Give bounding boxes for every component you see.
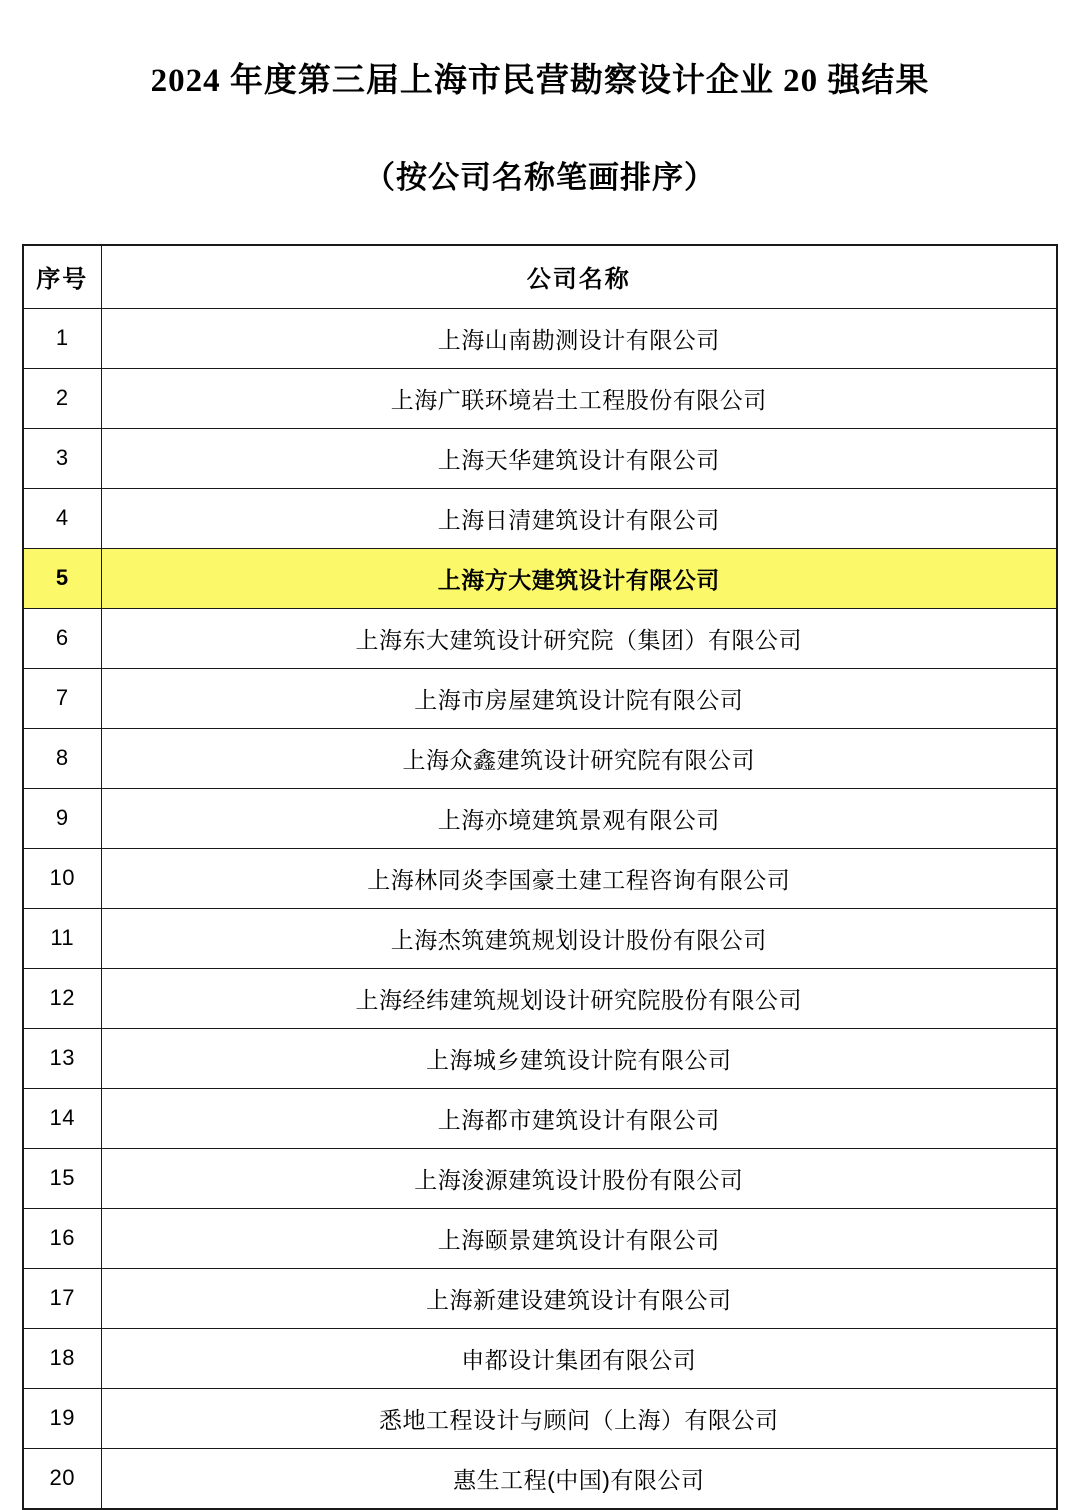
table-row (23, 1448, 1057, 1509)
company-name-cell: 上海广联环境岩土工程股份有限公司 (101, 368, 1057, 428)
company-name-cell: 上海都市建筑设计有限公司 (101, 1088, 1057, 1148)
row-index-cell: 18 (23, 1328, 101, 1388)
table-row-highlighted (23, 548, 1057, 608)
company-name-cell: 上海山南勘测设计有限公司 (101, 308, 1057, 368)
row-index-cell: 10 (23, 848, 101, 908)
column-header-company: 公司名称 (101, 245, 1057, 309)
row-index-cell: 6 (23, 608, 101, 668)
table-row (23, 668, 1057, 728)
table-row (23, 1148, 1057, 1208)
company-name-cell: 上海林同炎李国豪土建工程咨询有限公司 (101, 848, 1057, 908)
row-index-cell: 16 (23, 1208, 101, 1268)
row-index-cell: 20 (23, 1448, 101, 1509)
table-row (23, 1268, 1057, 1328)
company-name-cell: 上海浚源建筑设计股份有限公司 (101, 1148, 1057, 1208)
page-title: 2024 年度第三届上海市民营勘察设计企业 20 强结果 (150, 63, 930, 99)
company-name-cell: 上海天华建筑设计有限公司 (101, 428, 1057, 488)
company-name-cell: 上海杰筑建筑规划设计股份有限公司 (101, 908, 1057, 968)
table-header-row (23, 245, 1057, 309)
table-row (23, 728, 1057, 788)
company-name-cell: 上海城乡建筑设计院有限公司 (101, 1028, 1057, 1088)
company-name-cell: 上海新建设建筑设计有限公司 (101, 1268, 1057, 1328)
table-row (23, 368, 1057, 428)
row-index-cell: 5 (23, 548, 101, 608)
table-row (23, 1328, 1057, 1388)
column-header-index: 序号 (23, 245, 101, 309)
row-index-cell: 4 (23, 488, 101, 548)
table-row (23, 1208, 1057, 1268)
company-name-cell: 上海方大建筑设计有限公司 (101, 548, 1057, 608)
row-index-cell: 7 (23, 668, 101, 728)
row-index-cell: 11 (23, 908, 101, 968)
company-name-cell: 悉地工程设计与顾问（上海）有限公司 (101, 1388, 1057, 1448)
row-index-cell: 15 (23, 1148, 101, 1208)
table-body (23, 308, 1057, 1509)
row-index-cell: 2 (23, 368, 101, 428)
row-index-cell: 12 (23, 968, 101, 1028)
table-row (23, 908, 1057, 968)
table-row (23, 968, 1057, 1028)
table-row (23, 1388, 1057, 1448)
ranking-table (22, 244, 1058, 1510)
company-name-cell: 上海众鑫建筑设计研究院有限公司 (101, 728, 1057, 788)
row-index-cell: 9 (23, 788, 101, 848)
table-row (23, 788, 1057, 848)
table-row (23, 1088, 1057, 1148)
table-row (23, 488, 1057, 548)
company-name-cell: 惠生工程(中国)有限公司 (101, 1448, 1057, 1509)
table-row (23, 428, 1057, 488)
table-row (23, 608, 1057, 668)
ranking-table-wrapper (0, 244, 1080, 1510)
table-header (23, 245, 1057, 309)
company-name-cell: 上海亦境建筑景观有限公司 (101, 788, 1057, 848)
row-index-cell: 3 (23, 428, 101, 488)
company-name-cell: 申都设计集团有限公司 (101, 1328, 1057, 1388)
title-block (0, 0, 1080, 200)
company-name-cell: 上海日清建筑设计有限公司 (101, 488, 1057, 548)
table-row (23, 1028, 1057, 1088)
row-index-cell: 8 (23, 728, 101, 788)
company-name-cell: 上海市房屋建筑设计院有限公司 (101, 668, 1057, 728)
row-index-cell: 1 (23, 308, 101, 368)
table-row (23, 848, 1057, 908)
row-index-cell: 13 (23, 1028, 101, 1088)
company-name-cell: 上海经纬建筑规划设计研究院股份有限公司 (101, 968, 1057, 1028)
company-name-cell: 上海颐景建筑设计有限公司 (101, 1208, 1057, 1268)
company-name-cell: 上海东大建筑设计研究院（集团）有限公司 (101, 608, 1057, 668)
page-subtitle: （按公司名称笔画排序） (364, 160, 716, 196)
table-row (23, 308, 1057, 368)
row-index-cell: 19 (23, 1388, 101, 1448)
row-index-cell: 14 (23, 1088, 101, 1148)
row-index-cell: 17 (23, 1268, 101, 1328)
